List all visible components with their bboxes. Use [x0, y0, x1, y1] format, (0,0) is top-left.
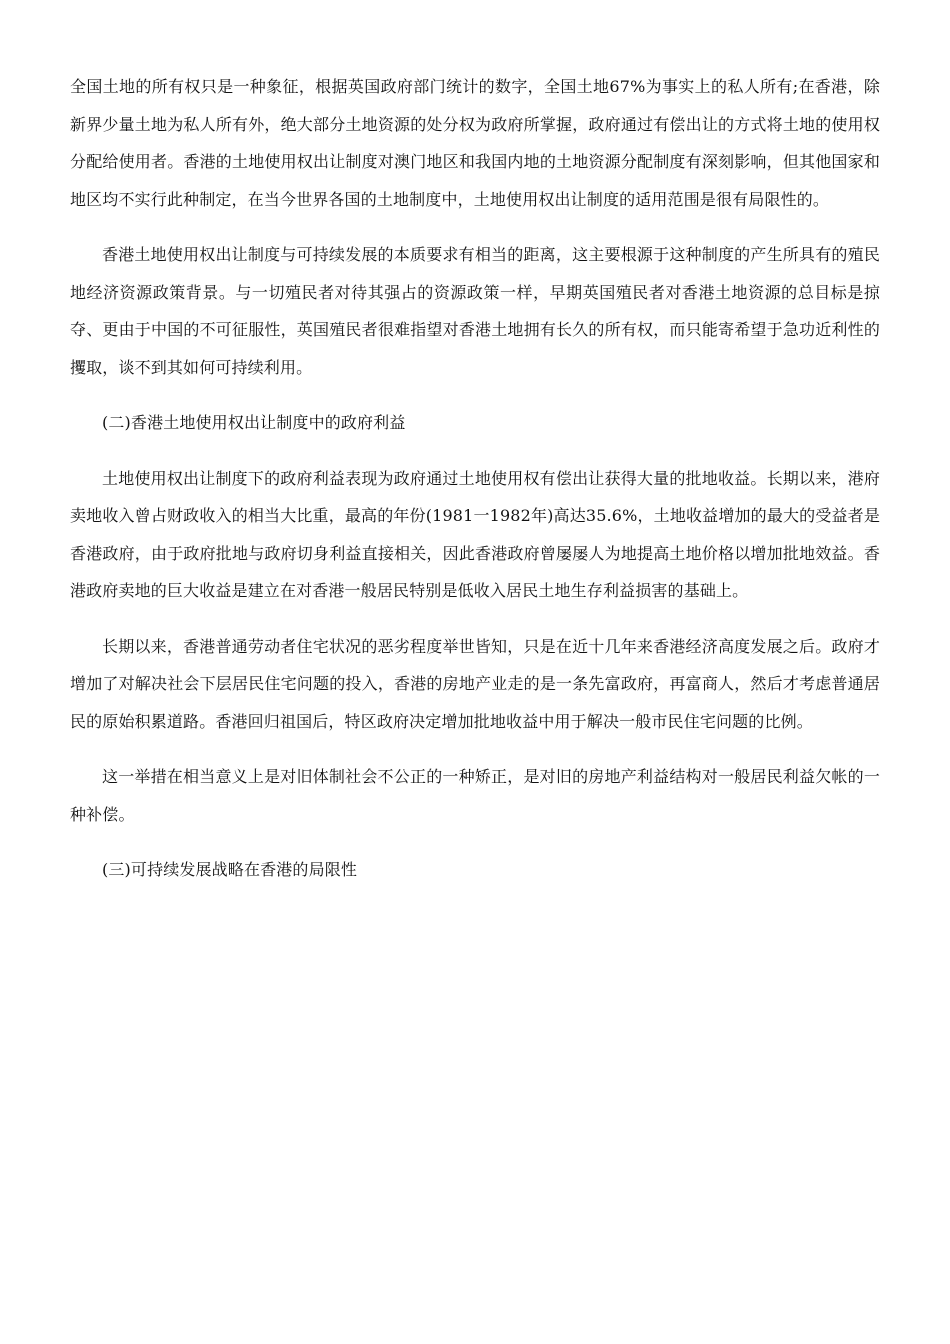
document-body [70, 68, 880, 907]
paragraph-land-ownership: 全国土地的所有权只是一种象征，根据英国政府部门统计的数字，全国土地67%为事实上的私人所有;在香港，除新界少量土地为私人所有外，绝大部分土地资源的处分权为政府所掌握，政府通过有偿出让的方式将土地的使用权分配给使用者。香港的土地使用权出让制度对澳门地区和我国内地的土地资源分配制度有深刻影响，但其他国家和地区均不实行此种制定，在当今世界各国的土地制度中，土地使用权出让制度的适用范围是很有局限性的。 [70, 77, 880, 209]
paragraph-correction-compensation: 这一举措在相当意义上是对旧体制社会不公正的一种矫正，是对旧的房地产利益结构对一般居民利益欠帐的一种补偿。 [70, 767, 880, 824]
paragraph-housing-conditions: 长期以来，香港普通劳动者住宅状况的恶劣程度举世皆知，只是在近十几年来香港经济高度发展之后。政府才增加了对解决社会下层居民住宅问题的投入，香港的房地产业走的是一条先富政府，再富商人，然后才考虑普通居民的原始积累道路。香港回归祖国后，特区政府决定增加批地收益中用于解决一般市民住宅问题的比例。 [70, 636, 880, 731]
section-heading-sustainable-limitations: (三)可持续发展战略在香港的局限性 [102, 860, 358, 879]
section-heading-government-interest: (二)香港土地使用权出让制度中的政府利益 [102, 413, 406, 432]
paragraph-colonial-background: 香港土地使用权出让制度与可持续发展的本质要求有相当的距离，这主要根源于这种制度的产生所具有的殖民地经济资源政策背景。与一切殖民者对待其强占的资源政策一样，早期英国殖民者对香港土地资源的总目标是掠夺、更由于中国的不可征服性，英国殖民者很难指望对香港土地拥有长久的所有权，而只能寄希望于急功近利性的攫取，谈不到其如何可持续利用。 [70, 245, 880, 377]
paragraph-government-land-revenue: 土地使用权出让制度下的政府利益表现为政府通过土地使用权有偿出让获得大量的批地收益。长期以来，港府卖地收入曾占财政收入的相当大比重，最高的年份(1981一1982年)高达35.6%，土地收益增加的最大的受益者是香港政府，由于政府批地与政府切身利益直接相关，因此香港政府曾屡屡人为地提高土地价格以增加批地效益。香港政府卖地的巨大收益是建立在对香港一般居民特别是低收入居民土地生存利益损害的基础上。 [70, 468, 880, 600]
